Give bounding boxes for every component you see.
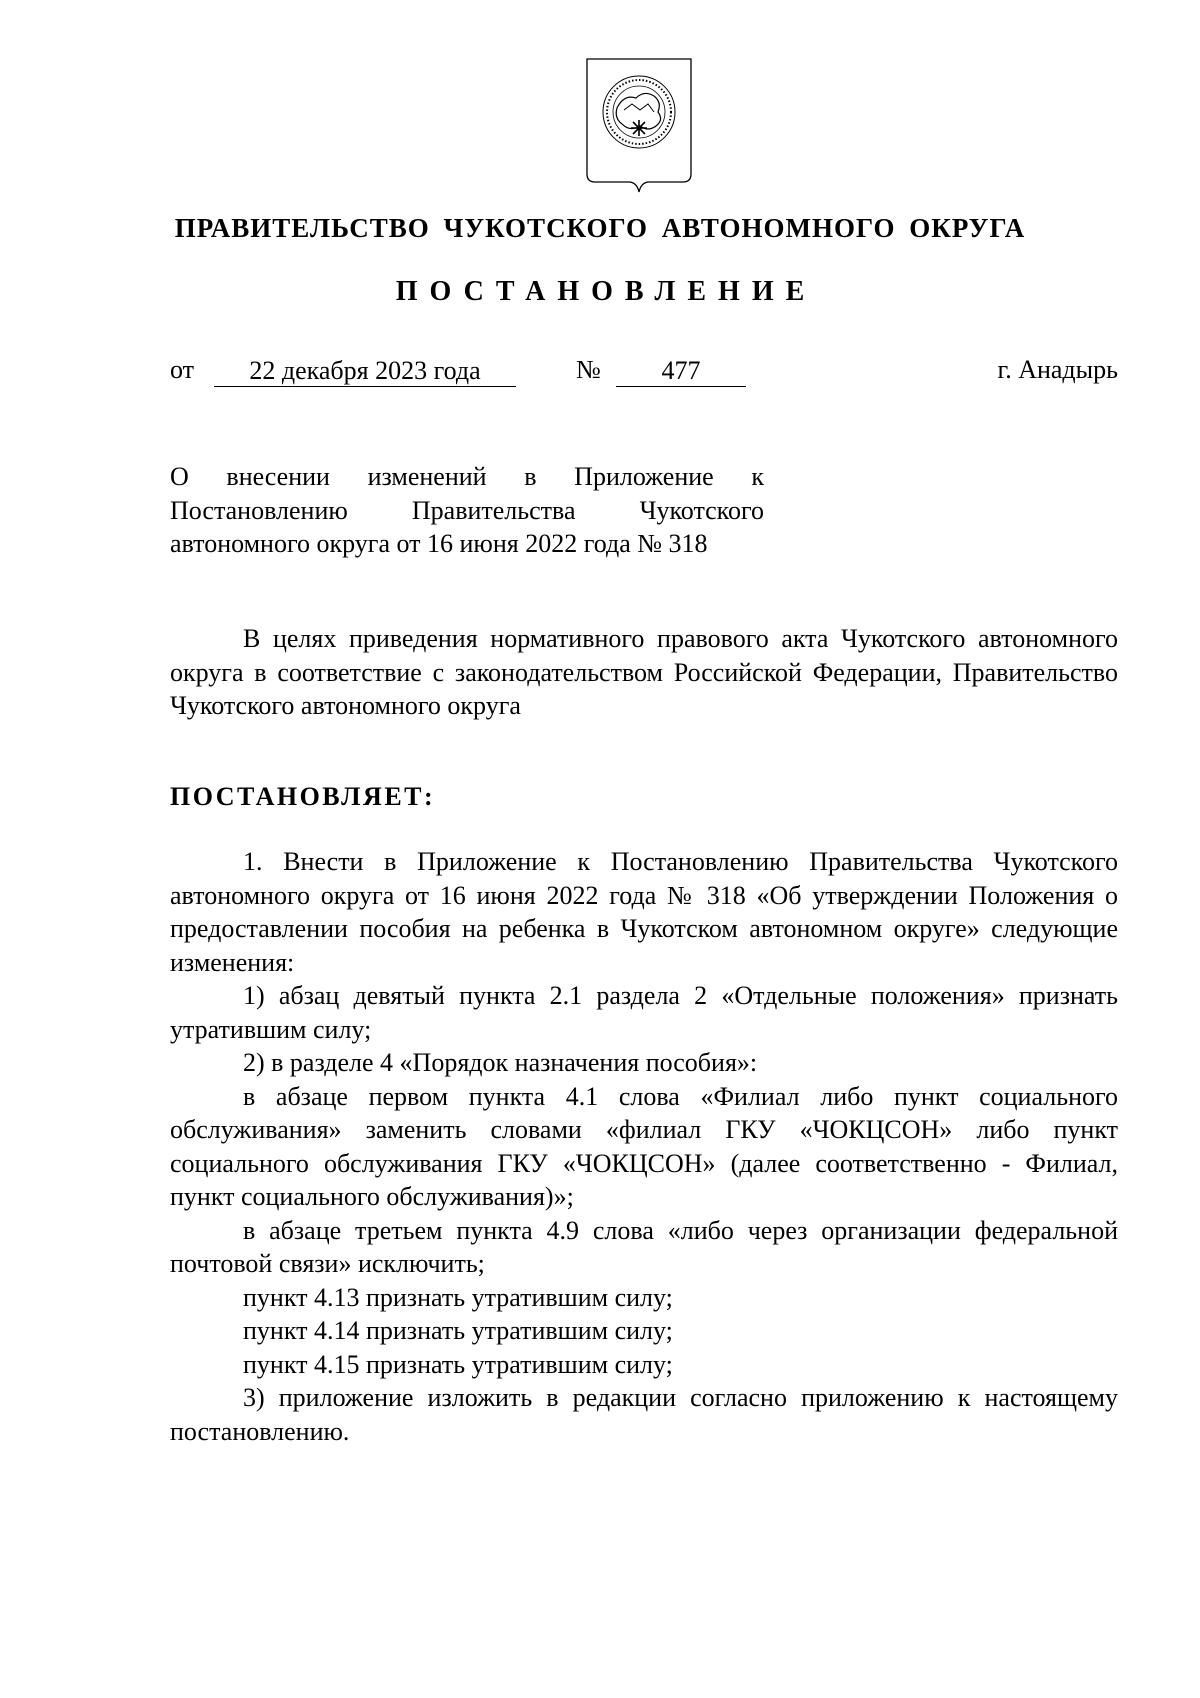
document-date: 22 декабря 2023 года [214, 355, 516, 387]
body-paragraph: 1) абзац девятый пункта 2.1 раздела 2 «Отдельные положения» признать утратившим силу; [170, 981, 1118, 1044]
document-meta [170, 355, 1118, 391]
preamble [170, 622, 1118, 723]
body-paragraph: 1. Внести в Приложение к Постановлению Правительства Чукотского автономного округа от 16 июня 2022 года № 318 «Об утверждении Положения о предоставлении пособия на ребенка в Чукотском автономном округе» следующие изменения: [170, 847, 1118, 977]
body-paragraph: пункт 4.15 признать утратившим силу; [243, 1349, 673, 1379]
government-title: ПРАВИТЕЛЬСТВО ЧУКОТСКОГО АВТОНОМНОГО ОКРУГА [174, 213, 1026, 243]
body-paragraph: 2) в разделе 4 «Порядок назначения пособия»: [243, 1048, 758, 1077]
document-type: ПОСТАНОВЛЕНИЕ [395, 276, 817, 307]
document-city: г. Анадырь [997, 355, 1118, 384]
body-paragraph: пункт 4.13 признать утратившим силу; [243, 1282, 673, 1312]
resolution-body [170, 845, 1118, 1448]
body-paragraph: 3) приложение изложить в редакции согласно приложению к настоящему постановлению. [170, 1383, 1118, 1446]
preamble-text: В целях приведения нормативного правового акта Чукотского автономного округа в соответствие с законодательством Российской Федерации, Правительство Чукотского автономного округа [170, 624, 1118, 720]
number-prefix: № [576, 355, 601, 384]
document-number: 477 [616, 355, 746, 387]
body-paragraph: пункт 4.14 признать утратившим силу; [243, 1316, 673, 1345]
body-paragraph: в абзаце третьем пункта 4.9 слова «либо через организации федеральной почтовой связи» исключить; [170, 1215, 1118, 1278]
body-paragraph: в абзаце первом пункта 4.1 слова «Филиал либо пункт социального обслуживания» заменить словами «филиал ГКУ «ЧОКЦСОН» либо пункт социального обслуживания ГКУ «ЧОКЦСОН» (далее соответственно - Филиал, пункт социального обслуживания)»; [170, 1081, 1118, 1211]
date-prefix: от [170, 355, 195, 384]
document-subject: О внесении изменений в Приложение к Постановлению Правительства Чукотского автономного округа от 16 июня 2022 года № 318 [170, 462, 764, 558]
coat-of-arms-icon [584, 56, 694, 206]
resolve-heading: ПОСТАНОВЛЯЕТ: [170, 782, 436, 811]
